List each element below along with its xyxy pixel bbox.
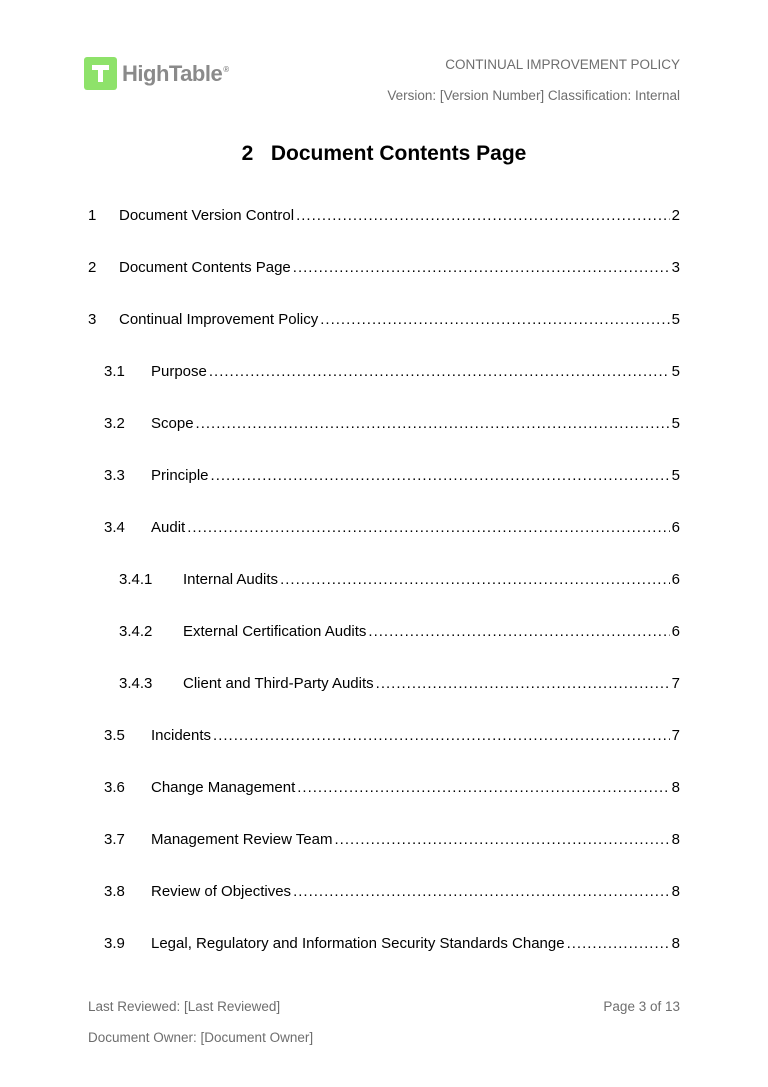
toc-title: Audit: [151, 519, 186, 536]
toc-title: Management Review Team: [151, 831, 333, 848]
toc-leader-dots: [209, 363, 670, 381]
footer-page-number: Page 3 of 13: [603, 999, 680, 1014]
footer-document-owner: Document Owner: [Document Owner]: [88, 1030, 314, 1045]
toc-page-number: 5: [671, 311, 680, 328]
toc-number: 3.4: [104, 519, 125, 536]
toc-leader-dots: [297, 779, 669, 797]
toc-leader-dots: [293, 259, 670, 277]
toc-title: Incidents: [151, 727, 212, 744]
toc-page-number: 8: [671, 883, 680, 900]
toc-page-number: 5: [671, 467, 680, 484]
toc-entry[interactable]: [104, 363, 680, 381]
toc-page-number: 3: [671, 259, 680, 276]
toc-entry[interactable]: [88, 207, 680, 225]
toc-title: Legal, Regulatory and Information Security Standards Change: [151, 935, 565, 952]
toc-page-number: 8: [671, 935, 680, 952]
toc-title: Document Contents Page: [119, 259, 291, 276]
header-version-classification: Version: [Version Number] Classification: Internal: [387, 88, 680, 103]
header-document-title: CONTINUAL IMPROVEMENT POLICY: [445, 57, 680, 72]
page-heading: 2 Document Contents Page: [241, 142, 527, 165]
toc-entry[interactable]: [104, 415, 680, 433]
toc-entry[interactable]: [88, 311, 680, 329]
toc-entry[interactable]: [88, 259, 680, 277]
toc-number: 3.8: [104, 883, 125, 900]
toc-page-number: 8: [671, 779, 680, 796]
company-logo: [84, 57, 229, 90]
toc-entry[interactable]: [104, 831, 680, 849]
toc-page-number: 5: [671, 415, 680, 432]
toc-number: 3.4.2: [119, 623, 153, 640]
toc-title: Client and Third-Party Audits: [183, 675, 374, 692]
toc-leader-dots: [211, 467, 670, 485]
toc-entry[interactable]: [104, 519, 680, 537]
toc-entry[interactable]: [104, 883, 680, 901]
toc-title: External Certification Audits: [183, 623, 367, 640]
toc-title: Change Management: [151, 779, 296, 796]
toc-leader-dots: [320, 311, 669, 329]
toc-title: Purpose: [151, 363, 207, 380]
toc-title: Continual Improvement Policy: [119, 311, 319, 328]
toc-number: 3.2: [104, 415, 125, 432]
footer-last-reviewed: Last Reviewed: [Last Reviewed]: [88, 999, 281, 1014]
toc-number: 3: [88, 311, 97, 328]
toc-page-number: 7: [671, 675, 680, 692]
toc-leader-dots: [213, 727, 670, 745]
logo-text: HighTable®: [122, 60, 229, 86]
toc-title: Internal Audits: [183, 571, 279, 588]
toc-entry[interactable]: [104, 727, 680, 745]
toc-entry[interactable]: [119, 675, 680, 693]
toc-number: 3.1: [104, 363, 125, 380]
toc-entry[interactable]: [104, 935, 680, 953]
toc-leader-dots: [376, 675, 670, 693]
toc-number: 2: [88, 259, 97, 276]
toc-page-number: 6: [671, 571, 680, 588]
toc-number: 3.9: [104, 935, 125, 952]
toc-entry[interactable]: [104, 467, 680, 485]
toc-number: 3.3: [104, 467, 125, 484]
toc-leader-dots: [196, 415, 670, 433]
toc-number: 1: [88, 207, 97, 224]
toc-leader-dots: [187, 519, 669, 537]
toc-page-number: 5: [671, 363, 680, 380]
toc-entry[interactable]: [119, 571, 680, 589]
toc-page-number: 8: [671, 831, 680, 848]
toc-entry[interactable]: [119, 623, 680, 641]
toc-title: Document Version Control: [119, 207, 295, 224]
toc-number: 3.6: [104, 779, 125, 796]
toc-title: Review of Objectives: [151, 883, 292, 900]
toc-leader-dots: [293, 883, 670, 901]
toc-page-number: 2: [671, 207, 680, 224]
toc-page-number: 7: [671, 727, 680, 744]
toc-leader-dots: [334, 831, 669, 849]
toc-title: Scope: [151, 415, 194, 432]
logo-mark-icon: [84, 57, 117, 90]
toc-leader-dots: [567, 935, 670, 953]
toc-leader-dots: [368, 623, 669, 641]
toc-leader-dots: [296, 207, 670, 225]
toc-number: 3.4.3: [119, 675, 153, 692]
toc-leader-dots: [280, 571, 670, 589]
toc-number: 3.4.1: [119, 571, 153, 588]
toc-number: 3.5: [104, 727, 125, 744]
toc-entry[interactable]: [104, 779, 680, 797]
toc-number: 3.7: [104, 831, 125, 848]
toc-page-number: 6: [671, 623, 680, 640]
toc-title: Principle: [151, 467, 209, 484]
toc-page-number: 6: [671, 519, 680, 536]
